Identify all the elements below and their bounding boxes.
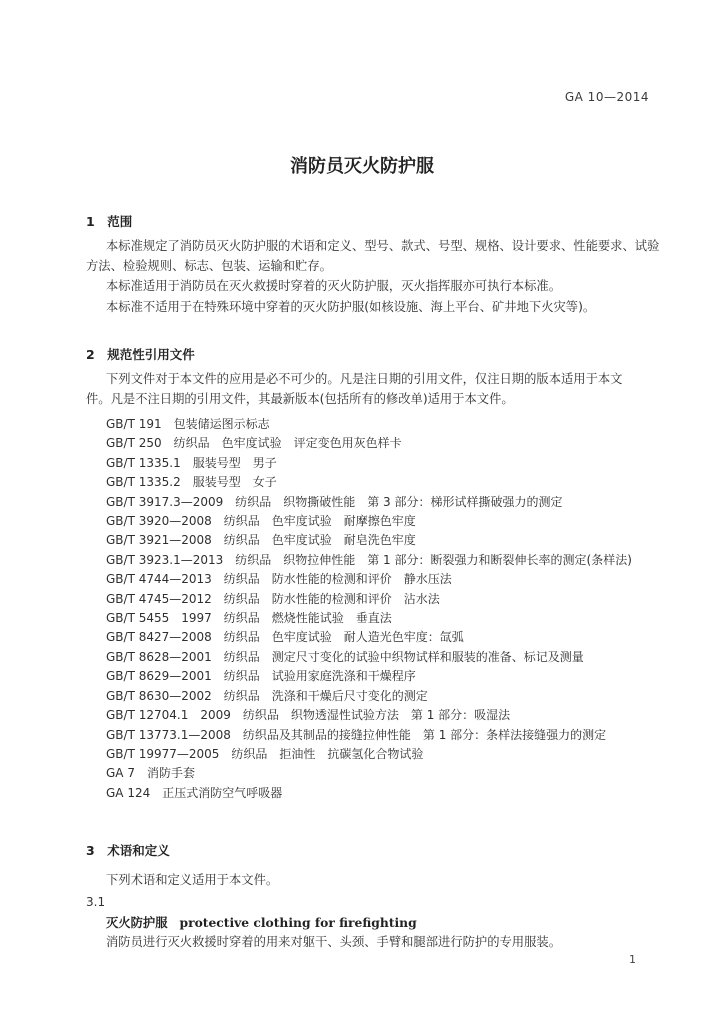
reference-item: GB/T 8628—2001 纺织品 测定尺寸变化的试验中织物试样和服装的准备、标记及测量 (106, 649, 584, 664)
reference-item: GB/T 250 纺织品 色牢度试验 评定变色用灰色样卡 (106, 436, 402, 451)
term-zh: 灭火防护服 (106, 916, 168, 930)
reference-item: GB/T 3920—2008 纺织品 色牢度试验 耐摩擦色牢度 (106, 514, 416, 529)
section-2-heading: 2 规范性引用文件 (86, 347, 195, 362)
reference-item: GB/T 191 包装储运图示标志 (106, 417, 270, 431)
reference-item: GB/T 5455 1997 纺织品 燃烧性能试验 垂直法 (106, 611, 392, 626)
reference-item: GA 124 正压式消防空气呼吸器 (106, 785, 283, 800)
reference-item: GB/T 8629—2001 纺织品 试验用家庭洗涤和干燥程序 (106, 669, 416, 684)
section-3-intro: 下列术语和定义适用于本文件。 (106, 873, 279, 887)
section-2-intro-line-2: 件。凡是不注日期的引用文件，其最新版本(包括所有的修改单)适用于本文件。 (86, 392, 514, 406)
reference-item: GB/T 8427—2008 纺织品 色牢度试验 耐人造光色牢度：氙弧 (106, 630, 464, 645)
header-code: GA 10—2014 (564, 90, 649, 104)
reference-item: GB/T 4744—2013 纺织品 防水性能的检测和评价 静水压法 (106, 572, 452, 587)
reference-item: GB/T 3921—2008 纺织品 色牢度试验 耐皂洗色牢度 (106, 533, 416, 548)
reference-item: GB/T 4745—2012 纺织品 防水性能的检测和评价 沾水法 (106, 591, 440, 606)
term-definition: 消防员进行灭火救援时穿着的用来对躯干、头颈、手臂和腿部进行防护的专用服装。 (106, 935, 561, 949)
term-number: 3.1 (86, 895, 106, 909)
reference-item: GB/T 1335.2 服装号型 女子 (106, 475, 277, 490)
reference-item: GB/T 13773.1—2008 纺织品及其制品的接缝拉伸性能 第 1 部分：条样法接缝强力的测定 (106, 727, 607, 742)
reference-list (86, 415, 658, 803)
section-2-intro-line-1: 下列文件对于本文件的应用是必不可少的。凡是注日期的引用文件，仅注日期的版本适用于本文 (106, 372, 623, 386)
reference-item: GB/T 12704.1 2009 纺织品 织物透湿性试验方法 第 1 部分：吸湿法 (106, 708, 511, 723)
section-1-paragraph-1-line-1: 本标准规定了消防员灭火防护服的术语和定义、型号、款式、号型、规格、设计要求、性能要求、试验 (106, 239, 660, 253)
section-1-heading: 1 范围 (86, 214, 133, 229)
section-3-heading: 3 术语和定义 (86, 843, 170, 858)
reference-item: GB/T 3917.3—2009 纺织品 织物撕破性能 第 3 部分：梯形试样撕破强力的测定 (106, 494, 563, 509)
section-1-paragraph-3: 本标准不适用于在特殊环境中穿着的灭火防护服(如核设施、海上平台、矿井地下火灾等)。 (106, 300, 596, 314)
reference-item: GB/T 1335.1 服装号型 男子 (106, 455, 277, 470)
section-1-paragraph-1-line-2: 方法、检验规则、标志、包装、运输和贮存。 (86, 259, 332, 273)
page-title: 消防员灭火防护服 (290, 156, 434, 177)
term-heading (106, 913, 417, 931)
term-en: protective clothing for firefighting (179, 915, 417, 930)
section-1-paragraph-2: 本标准适用于消防员在灭火救援时穿着的灭火防护服，灭火指挥服亦可执行本标准。 (106, 279, 561, 293)
reference-item: GB/T 19977—2005 纺织品 拒油性 抗碳氢化合物试验 (106, 746, 424, 761)
reference-item: GB/T 3923.1—2013 纺织品 织物拉伸性能 第 1 部分：断裂强力和断裂伸长率的测定(条样法) (106, 552, 632, 567)
reference-item: GB/T 8630—2002 纺织品 洗涤和干燥后尺寸变化的测定 (106, 688, 428, 703)
page-number: 1 (629, 953, 636, 966)
reference-item: GA 7 消防手套 (106, 766, 195, 781)
